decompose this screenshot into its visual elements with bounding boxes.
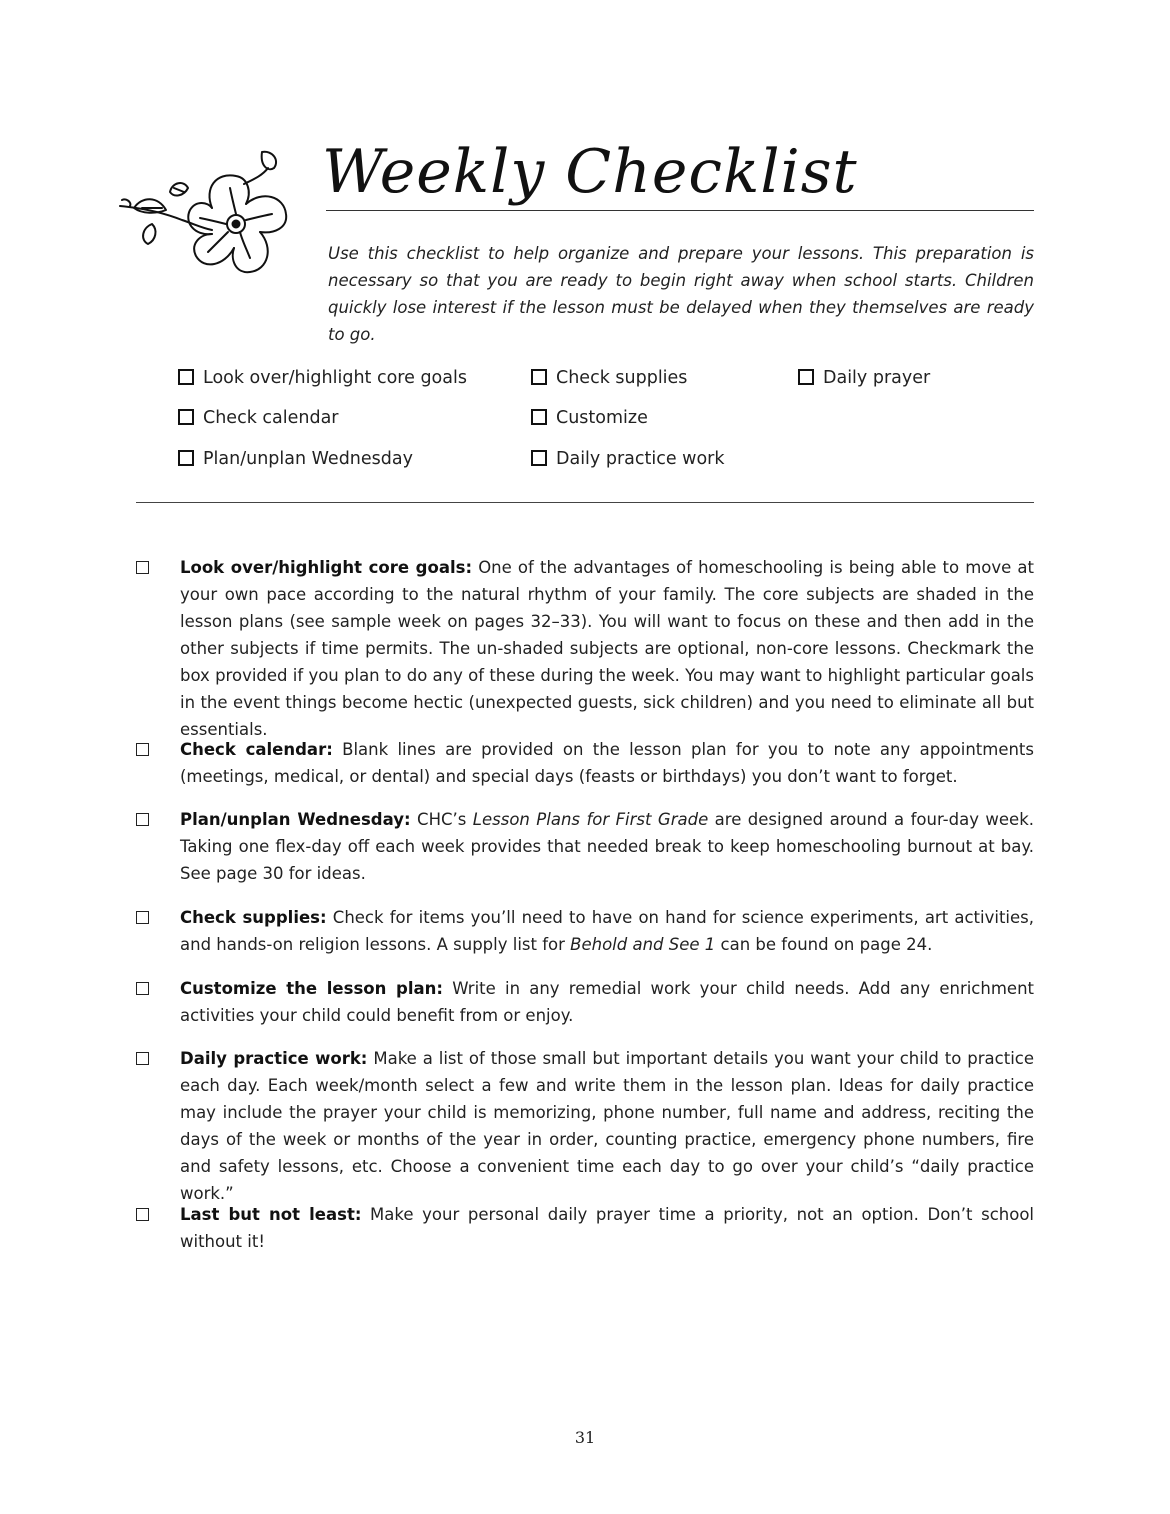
checklist-label: Customize <box>556 408 648 428</box>
checklist-label: Look over/highlight core goals <box>203 368 467 388</box>
detail-text: Blank lines are provided on the lesson plan for you to note any appointments (meetings, medical, or dental) and special days (feasts or birthdays) you don’t want to forget. <box>180 740 1034 786</box>
checkbox[interactable] <box>531 409 547 425</box>
checkbox[interactable] <box>798 369 814 385</box>
checklist-item-calendar[interactable] <box>178 406 339 430</box>
detail-label: Customize the lesson plan: <box>180 979 444 998</box>
checkbox[interactable] <box>178 450 194 466</box>
checklist-item-supplies[interactable] <box>531 366 687 390</box>
checklist-item-core-goals[interactable] <box>178 366 467 390</box>
checklist-label: Daily prayer <box>823 368 931 388</box>
detail-text: Write in any remedial work your child needs. Add any enrichment activities your child could benefit from or enjoy. <box>180 979 1034 1025</box>
detail-text: Check for items you’ll need to have on hand for science experiments, art activities, and hands-on religion lessons. A supply list for <box>180 908 1034 954</box>
book-title: Lesson Plans for First Grade <box>472 810 709 829</box>
checklist-label: Check supplies <box>556 368 688 388</box>
detail-text: Make a list of those small but important details you want your child to practice each day. Each week/month select a few and write them in the lesson plan. Ideas for daily practice may include the prayer your child is memorizing, phone number, full name and address, reciting the days of the week or months of the year in order, counting practice, emergency phone numbers, fire and safety lessons, etc. Choose a convenient time each day to go over your child’s “daily practice work.” <box>180 1049 1034 1203</box>
detail-label: Check calendar: <box>180 740 333 759</box>
detail-text: are designed around a four-day week. Taking one flex-day off each week provides that needed break to keep homeschooling burnout at bay. See page 30 for ideas. <box>180 810 1035 883</box>
detail-label: Plan/unplan Wednesday: <box>180 810 411 829</box>
page-title: Weekly Checklist <box>322 137 858 207</box>
checkbox[interactable] <box>136 911 149 924</box>
page-number: 31 <box>574 1428 596 1447</box>
detail-label: Daily practice work: <box>180 1049 368 1068</box>
intro-paragraph: Use this checklist to help organize and prepare your lessons. This preparation is necessary so that you are ready to begin right away when school starts. Children quickly lose interest if the lesson must be delayed when they themselves are ready to go. <box>328 244 1034 344</box>
checkbox[interactable] <box>136 561 149 574</box>
checklist-label: Daily practice work <box>556 449 725 469</box>
checklist-item-daily-prayer[interactable] <box>798 366 930 390</box>
checkbox[interactable] <box>136 1052 149 1065</box>
book-title: Behold and See 1 <box>570 935 716 954</box>
checkbox[interactable] <box>136 1208 149 1221</box>
checkbox[interactable] <box>178 369 194 385</box>
detail-text: Make your personal daily prayer time a priority, not an option. Don’t school without it! <box>180 1205 1034 1251</box>
detail-label: Check supplies: <box>180 908 327 927</box>
section-divider <box>136 502 1034 503</box>
detail-text: One of the advantages of homeschooling is being able to move at your own pace according to the natural rhythm of your family. The core subjects are shaded in the lesson plans (see sample week on pages 32–33). You will want to focus on these and then add in the other subjects if time permits. The un-shaded subjects are optional, non-core lessons. Checkmark the box provided if you plan to do any of these during the week. You may want to highlight particular goals in the event things become hectic (unexpected guests, sick children) and you need to eliminate all but essentials. <box>180 558 1034 739</box>
checklist-item-wednesday[interactable] <box>178 447 413 471</box>
checkbox[interactable] <box>136 743 149 756</box>
checklist-item-customize[interactable] <box>531 406 648 430</box>
checkbox[interactable] <box>178 409 194 425</box>
checkbox[interactable] <box>136 982 149 995</box>
checkbox[interactable] <box>136 813 149 826</box>
detail-label: Look over/highlight core goals: <box>180 558 473 577</box>
flower-illustration <box>112 148 312 288</box>
checklist-label: Check calendar <box>203 408 339 428</box>
title-underline <box>326 210 1034 211</box>
checkbox[interactable] <box>531 450 547 466</box>
checkbox[interactable] <box>531 369 547 385</box>
checklist-label: Plan/unplan Wednesday <box>203 449 413 469</box>
detail-label: Last but not least: <box>180 1205 362 1224</box>
detail-text: CHC’s <box>410 810 473 829</box>
detail-text: can be found on page 24. <box>715 935 933 954</box>
checklist-item-daily-practice[interactable] <box>531 447 725 471</box>
